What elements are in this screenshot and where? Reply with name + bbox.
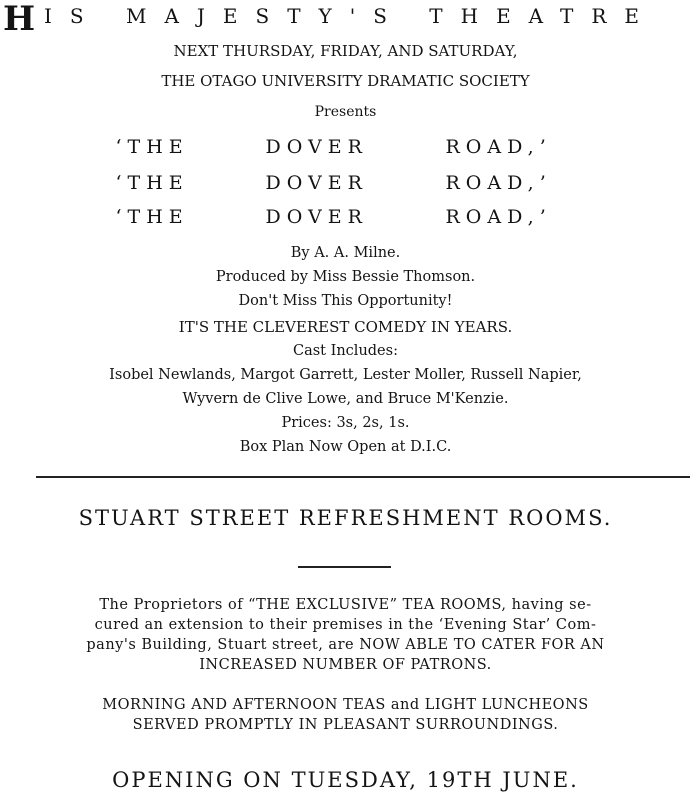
title-word: ROAD,’ bbox=[445, 206, 552, 228]
cast-line-1: Isobel Newlands, Margot Garrett, Lester Moller, Russell Napier, bbox=[109, 367, 582, 383]
play-title-1 bbox=[0, 136, 691, 158]
cleverest-line: IT'S THE CLEVEREST COMEDY IN YEARS. bbox=[178, 318, 513, 336]
title-word: ROAD,’ bbox=[445, 136, 552, 158]
title-word: ‘THE bbox=[115, 206, 189, 228]
title-word: DOVER bbox=[265, 172, 368, 194]
producer-line: Produced by Miss Bessie Thomson. bbox=[215, 269, 476, 285]
dates-line: NEXT THURSDAY, FRIDAY, AND SATURDAY, bbox=[173, 42, 518, 60]
box-plan-line: Box Plan Now Open at D.I.C. bbox=[239, 439, 452, 455]
play-title-2 bbox=[0, 172, 691, 194]
title-word: DOVER bbox=[265, 206, 368, 228]
paragraph-1-line: The Proprietors of “THE EXCLUSIVE” TEA ROOMS, having se- bbox=[99, 597, 592, 613]
paragraph-1-line: pany's Building, Stuart street, are NOW ABLE TO CATER FOR AN bbox=[86, 637, 605, 653]
presents-line: Presents bbox=[314, 104, 377, 120]
cast-line-2: Wyvern de Clive Lowe, and Bruce M'Kenzie. bbox=[182, 391, 509, 407]
theatre-heading bbox=[0, 0, 691, 39]
title-word: ‘THE bbox=[115, 136, 189, 158]
paragraph-1-line: cured an extension to their premises in the ‘Evening Star’ Com- bbox=[94, 617, 597, 633]
refreshment-heading: STUART STREET REFRESHMENT ROOMS. bbox=[78, 506, 613, 530]
title-word: ROAD,’ bbox=[445, 172, 552, 194]
drop-cap: H bbox=[3, 0, 36, 39]
section-divider bbox=[36, 476, 690, 478]
opening-line: OPENING ON TUESDAY, 19TH JUNE. bbox=[112, 768, 579, 792]
theatre-name: IS MAJESTY'S THEATRE bbox=[44, 4, 658, 28]
paragraph-1-line: INCREASED NUMBER OF PATRONS. bbox=[199, 657, 492, 673]
prices-line: Prices: 3s, 2s, 1s. bbox=[281, 415, 410, 431]
society-line: THE OTAGO UNIVERSITY DRAMATIC SOCIETY bbox=[161, 72, 530, 90]
author-line: By A. A. Milne. bbox=[290, 245, 401, 261]
play-title-3 bbox=[0, 206, 691, 228]
paragraph-2-line: MORNING AND AFTERNOON TEAS and LIGHT LUNCHEONS bbox=[102, 697, 589, 713]
short-divider bbox=[298, 566, 391, 568]
dont-miss-line: Don't Miss This Opportunity! bbox=[238, 293, 453, 309]
paragraph-2-line: SERVED PROMPTLY IN PLEASANT SURROUNDINGS. bbox=[132, 717, 559, 733]
cast-heading: Cast Includes: bbox=[293, 343, 398, 359]
title-word: DOVER bbox=[265, 136, 368, 158]
title-word: ‘THE bbox=[115, 172, 189, 194]
